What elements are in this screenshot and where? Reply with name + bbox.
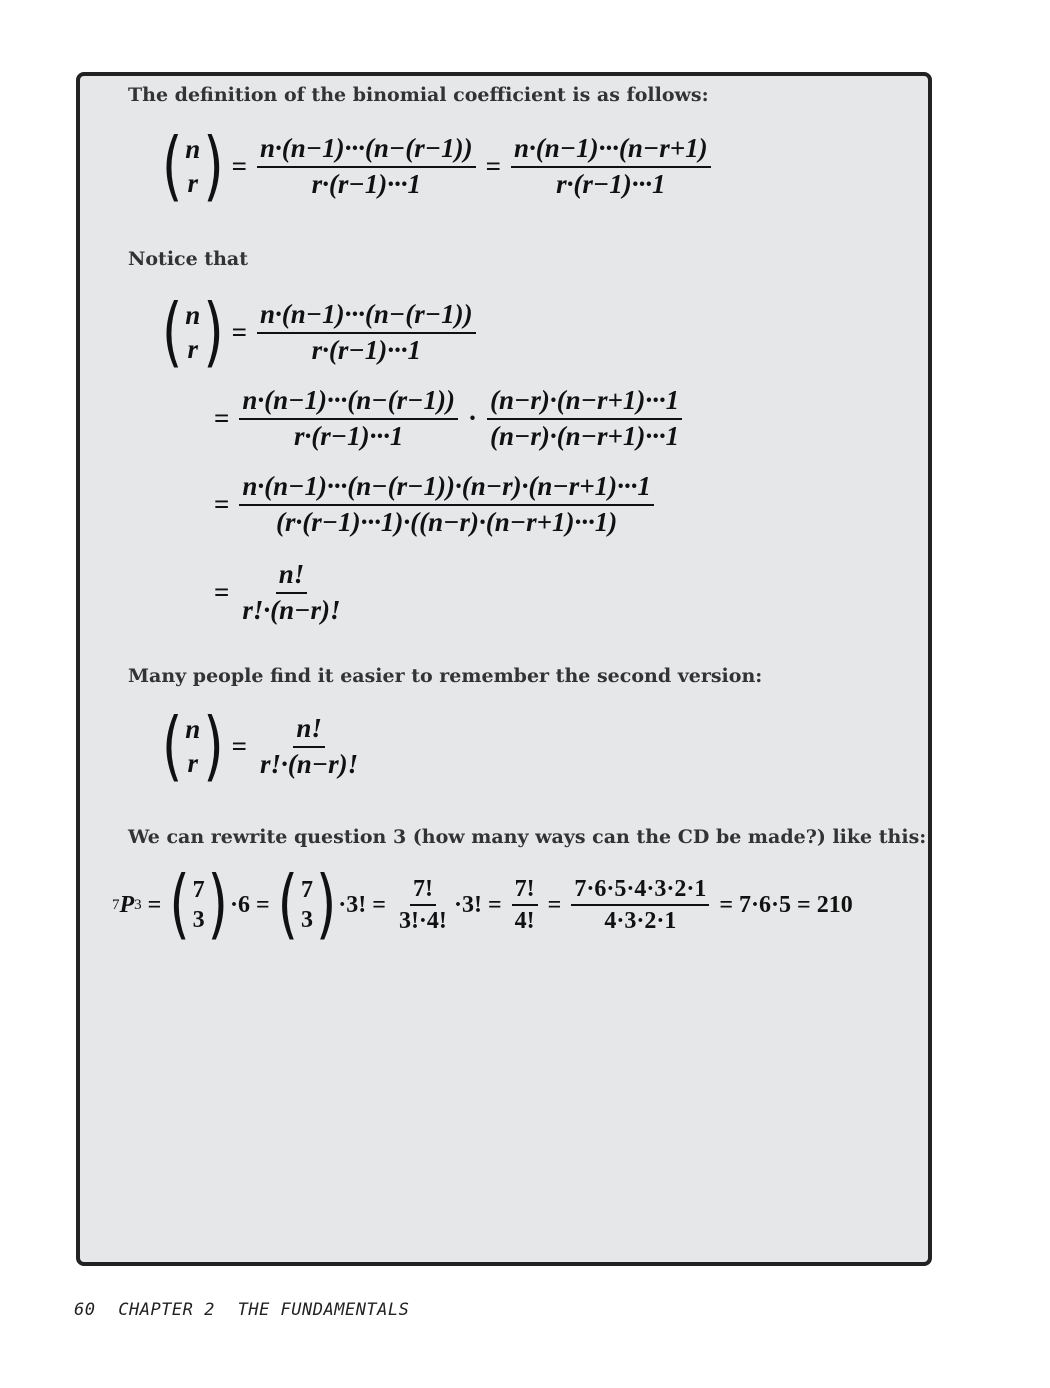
notice-text: Notice that (128, 248, 248, 270)
binomial-n-r: ( n r ) (162, 123, 224, 211)
fraction-expanded: $\frac{7\cdot 6\cdot 5\cdot 4\cdot 3\cdot 2\cdot 1}{4\cdot 3\cdot 2\cdot 1}$ (571, 874, 709, 936)
derivation-line-2: = $\frac{n\cdot(n-1)\cdot\cdot\cdot(n-(r-1))}{r\cdot(r-1)\cdot\cdot\cdot 1}$ · $\frac{(n-r)\cdot(n-r+1)\cdot\cdot\cdot 1}{(n-r)\cdot(n-r+1)\cdot\cdot\cdot 1}$ (208, 384, 686, 454)
permutation-equation: 7 P 3 = ( 7 3 ) ·6 = ( 7 3 ) ·3! = $\frac{7!}{3!\cdot 4!}$ ·3! = $\frac{7!}{4!}$ = $\frac{7\cdot 6\cdot 5\cdot 4\cdot 3\cdot 2\cdot 1}{4\cdot 3\cdot 2\cdot 1}$ = 7·6·5 = 210 (112, 861, 853, 949)
derivation-line-1: ( n r ) = $\frac{n\cdot(n-1)\cdot\cdot\cdot(n-(r-1))}{r\cdot(r-1)\cdot\cdot\cdot 1}$ (160, 298, 480, 368)
derivation-line-4: = $\frac{n!}{r!\cdot(n-r)!}$ (208, 558, 348, 628)
rewrite-text: We can rewrite question 3 (how many ways can the CD be made?) like this: (128, 826, 927, 848)
binomial-7-3: ( 7 3 ) (277, 861, 337, 949)
many-people-text: Many people find it easier to remember the second version: (128, 665, 763, 687)
second-version-equation: ( n r ) = $\frac{n!}{r!\cdot(n-r)!}$ (160, 712, 365, 782)
result-value: 7·6·5 = 210 (739, 891, 853, 918)
definition-fraction-2: $\frac{n\cdot(n-1)\cdot\cdot\cdot(n-r+1)}{r\cdot(r-1)\cdot\cdot\cdot 1}$ (511, 132, 711, 202)
binomial-7-3: ( 7 3 ) (169, 861, 228, 949)
fraction-7f-4f: $\frac{7!}{4!}$ (512, 874, 538, 936)
derivation-fraction-3: $\frac{n\cdot(n-1)\cdot\cdot\cdot(n-(r-1))\cdot(n-r)\cdot(n-r+1)\cdot\cdot\cdot 1}{(r\cdot(r-1)\cdot\cdot\cdot 1)\cdot((n-r)\cdot(n-r+1)\cdot\cdot\cdot 1)}$ (239, 470, 653, 540)
definition-intro-text: The definition of the binomial coefficient is as follows: (128, 84, 709, 106)
chapter-label: CHAPTER 2 (118, 1300, 215, 1320)
derivation-fraction-1: $\frac{n\cdot(n-1)\cdot\cdot\cdot(n-(r-1))}{r\cdot(r-1)\cdot\cdot\cdot 1}$ (257, 298, 476, 368)
page-footer (74, 1300, 421, 1320)
definition-equation: ( n r ) = $\frac{n\cdot(n-1)\cdot\cdot\cdot(n-(r-1))}{r\cdot(r-1)\cdot\cdot\cdot 1}$ = $\frac{n\cdot(n-1)\cdot\cdot\cdot(n-r+1)}{r\cdot(r-1)\cdot\cdot\cdot 1}$ (160, 132, 715, 202)
page-number: 60 (74, 1300, 96, 1320)
definition-fraction-1: $\frac{n\cdot(n-1)\cdot\cdot\cdot(n-(r-1))}{r\cdot(r-1)\cdot\cdot\cdot 1}$ (257, 132, 476, 202)
factorial-fraction: $\frac{n!}{r!\cdot(n-r)!}$ (242, 559, 341, 625)
derivation-fraction-2a: $\frac{n\cdot(n-1)\cdot\cdot\cdot(n-(r-1))}{r\cdot(r-1)\cdot\cdot\cdot 1}$ (239, 384, 458, 454)
binomial-n-r: ( n r ) (162, 289, 224, 377)
factorial-fraction: $\frac{n!}{r!\cdot(n-r)!}$ (260, 713, 359, 779)
derivation-line-3: = $\frac{n\cdot(n-1)\cdot\cdot\cdot(n-(r-1))\cdot(n-r)\cdot(n-r+1)\cdot\cdot\cdot 1}{(r\cdot(r-1)\cdot\cdot\cdot 1)\cdot((n-r)\cdot(n-r+1)\cdot\cdot\cdot 1)}$ (208, 470, 658, 540)
binomial-n-r: ( n r ) (162, 703, 224, 791)
chapter-title: THE FUNDAMENTALS (237, 1300, 410, 1320)
derivation-fraction-2b: $\frac{(n-r)\cdot(n-r+1)\cdot\cdot\cdot 1}{(n-r)\cdot(n-r+1)\cdot\cdot\cdot 1}$ (487, 384, 682, 454)
fraction-7f-3f4f: $\frac{7!}{3!\cdot 4!}$ (398, 876, 447, 934)
